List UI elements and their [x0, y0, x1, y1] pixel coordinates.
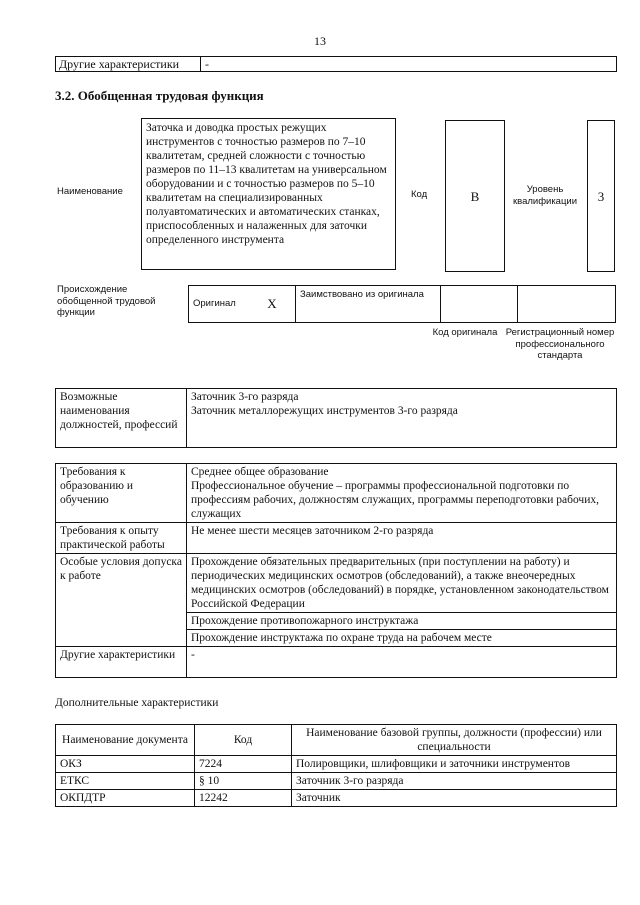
- section-title: 3.2. Обобщенная трудовая функция: [55, 88, 264, 103]
- origin-label: Происхождение обобщенной трудовой функции: [57, 284, 156, 318]
- requirements-table: [55, 463, 617, 678]
- code-caption: Код оригинала: [432, 327, 498, 338]
- page-number: 13: [314, 34, 326, 48]
- other-characteristics-label: Другие характеристики: [56, 647, 187, 678]
- other-characteristics-value: -: [187, 647, 617, 678]
- doc-cell: ЕТКС: [56, 773, 195, 790]
- position-item: Заточник 3-го разряда: [191, 391, 299, 403]
- top-value: -: [201, 57, 617, 72]
- code-label: Код: [411, 189, 428, 200]
- group-cell: Заточник 3-го разряда: [292, 773, 617, 790]
- top-label: Другие характеристики: [56, 57, 201, 72]
- header-group: Наименование базовой группы, должности (профессии) или специальности: [292, 725, 617, 756]
- additional-title: Дополнительные характеристики: [55, 697, 219, 709]
- education-label: Требования к образованию и обучению: [56, 464, 187, 523]
- special-conditions-label: Особые условия допуска к работе: [56, 554, 187, 647]
- experience-value: Не менее шести месяцев заточником 2-го разряда: [187, 523, 617, 554]
- code-cell: 12242: [195, 790, 292, 807]
- education-line: Среднее общее образование: [191, 466, 329, 478]
- doc-cell: ОКПДТР: [56, 790, 195, 807]
- education-values: [187, 464, 617, 523]
- doc-cell: ОКЗ: [56, 756, 195, 773]
- special-condition: Прохождение противопожарного инструктажа: [187, 613, 617, 630]
- borrowed-label: Заимствовано из оригинала: [296, 286, 441, 323]
- code-cell: 7224: [195, 756, 292, 773]
- special-condition: Прохождение инструктажа по охране труда на рабочем месте: [187, 630, 617, 647]
- code-value-box: B: [445, 120, 505, 272]
- positions-label: Возможные наименования должностей, профессий: [56, 389, 187, 448]
- reg-caption: Регистрационный номер профессионального стандарта: [505, 327, 615, 361]
- table-row: [56, 773, 617, 790]
- position-item: Заточник металлорежущих инструментов 3-го разряда: [191, 405, 458, 417]
- education-line: Профессиональное обучение – программы профессиональной подготовки по профессиям рабочих, должностям служащих, программы переподготовки рабочих, служащих: [191, 480, 599, 520]
- level-label: Уровень квалификации: [512, 184, 578, 207]
- function-name-box: Заточка и доводка простых режущих инструментов с точностью размеров по 7–10 квалитетам, средней сложности с точностью размеров по 11–13 квалитетам на универсальном оборудовании и с точностью размеров по 5–10 квалитетам на специализированных полуавтоматических и автоматических станках, приспособленных и налаженных для заточки определенного инструмента: [141, 118, 396, 270]
- origin-reg-cell: [518, 286, 616, 323]
- positions-values: [187, 389, 617, 448]
- header-doc: Наименование документа: [56, 725, 195, 756]
- additional-table: [55, 724, 617, 807]
- group-cell: Заточник: [292, 790, 617, 807]
- header-code: Код: [195, 725, 292, 756]
- code-cell: § 10: [195, 773, 292, 790]
- positions-table: [55, 388, 617, 448]
- level-value-box: 3: [587, 120, 615, 272]
- table-row: [56, 790, 617, 807]
- original-label: Оригинал: [189, 286, 250, 323]
- group-cell: Полировщики, шлифовщики и заточники инструментов: [292, 756, 617, 773]
- table-row: [56, 756, 617, 773]
- top-characteristics-table: [55, 56, 617, 72]
- special-condition: Прохождение обязательных предварительных (при поступлении на работу) и периодических медицинских осмотров (обследований), а также внеочередных медицинских осмотров (обследований) в порядке, установленном законодательством Российской Федерации: [187, 554, 617, 613]
- original-mark: X: [249, 286, 296, 323]
- origin-table: [188, 285, 616, 323]
- experience-label: Требования к опыту практической работы: [56, 523, 187, 554]
- name-label: Наименование: [57, 186, 123, 197]
- origin-code-cell: [441, 286, 518, 323]
